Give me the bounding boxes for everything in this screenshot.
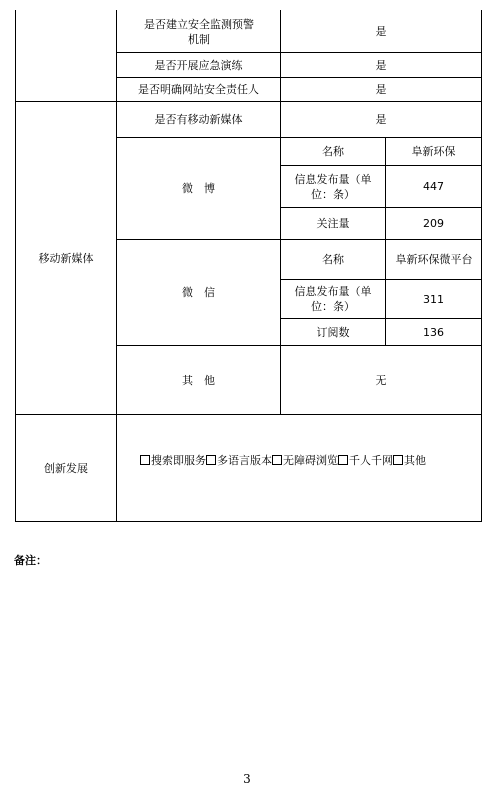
checkbox-icon[interactable]	[393, 455, 403, 465]
monitoring-value: 是	[375, 24, 387, 38]
innovation-section-label: 创新发展	[44, 461, 88, 475]
other-value: 无	[375, 373, 387, 387]
remark-label: 备注：	[14, 554, 47, 567]
weibo-volume-label: 信息发布量（单位：条）	[294, 172, 372, 201]
wechat-volume-label: 信息发布量（单位：条）	[294, 285, 372, 313]
weibo-name-value: 阜新环保	[411, 145, 456, 158]
option-personalized[interactable]: 千人千网	[338, 452, 393, 468]
checkbox-icon[interactable]	[272, 455, 282, 465]
weibo-name-label: 名称	[322, 145, 344, 158]
option-other[interactable]: 其他	[393, 452, 426, 468]
other-label: 其 他	[182, 373, 215, 387]
mobile-media-section-label: 移动新媒体	[38, 251, 94, 265]
table-border-right	[481, 10, 482, 522]
checkbox-icon[interactable]	[338, 455, 348, 465]
checkbox-icon[interactable]	[140, 455, 150, 465]
option-search-service[interactable]: 搜索即服务	[140, 452, 206, 468]
drill-label: 是否开展应急演练	[154, 58, 243, 72]
weibo-volume-value: 447	[423, 180, 444, 193]
weibo-follow-label: 关注量	[316, 217, 350, 230]
monitoring-label: 是否建立安全监测预警机制	[144, 18, 254, 46]
responsible-label: 是否明确网站安全责任人	[138, 83, 259, 96]
checkbox-icon[interactable]	[206, 455, 216, 465]
option-multilingual[interactable]: 多语言版本	[206, 452, 272, 468]
has-media-value: 是	[375, 113, 387, 126]
wechat-sub-value: 136	[423, 325, 444, 339]
page-number: 3	[243, 772, 251, 786]
wechat-name-value: 阜新环保微平台	[395, 253, 473, 266]
wechat-sub-label: 订阅数	[316, 325, 350, 339]
wechat-name-label: 名称	[322, 253, 344, 266]
weibo-label: 微 博	[182, 182, 215, 195]
innovation-options	[140, 452, 426, 468]
drill-value: 是	[375, 58, 387, 72]
option-accessibility[interactable]: 无障碍浏览	[272, 452, 338, 468]
wechat-volume-value: 311	[423, 292, 444, 306]
weibo-follow-value: 209	[423, 217, 444, 230]
has-media-label: 是否有移动新媒体	[154, 113, 243, 126]
responsible-value: 是	[375, 83, 387, 96]
wechat-label: 微 信	[182, 286, 215, 299]
table-border-bottom	[15, 521, 482, 522]
